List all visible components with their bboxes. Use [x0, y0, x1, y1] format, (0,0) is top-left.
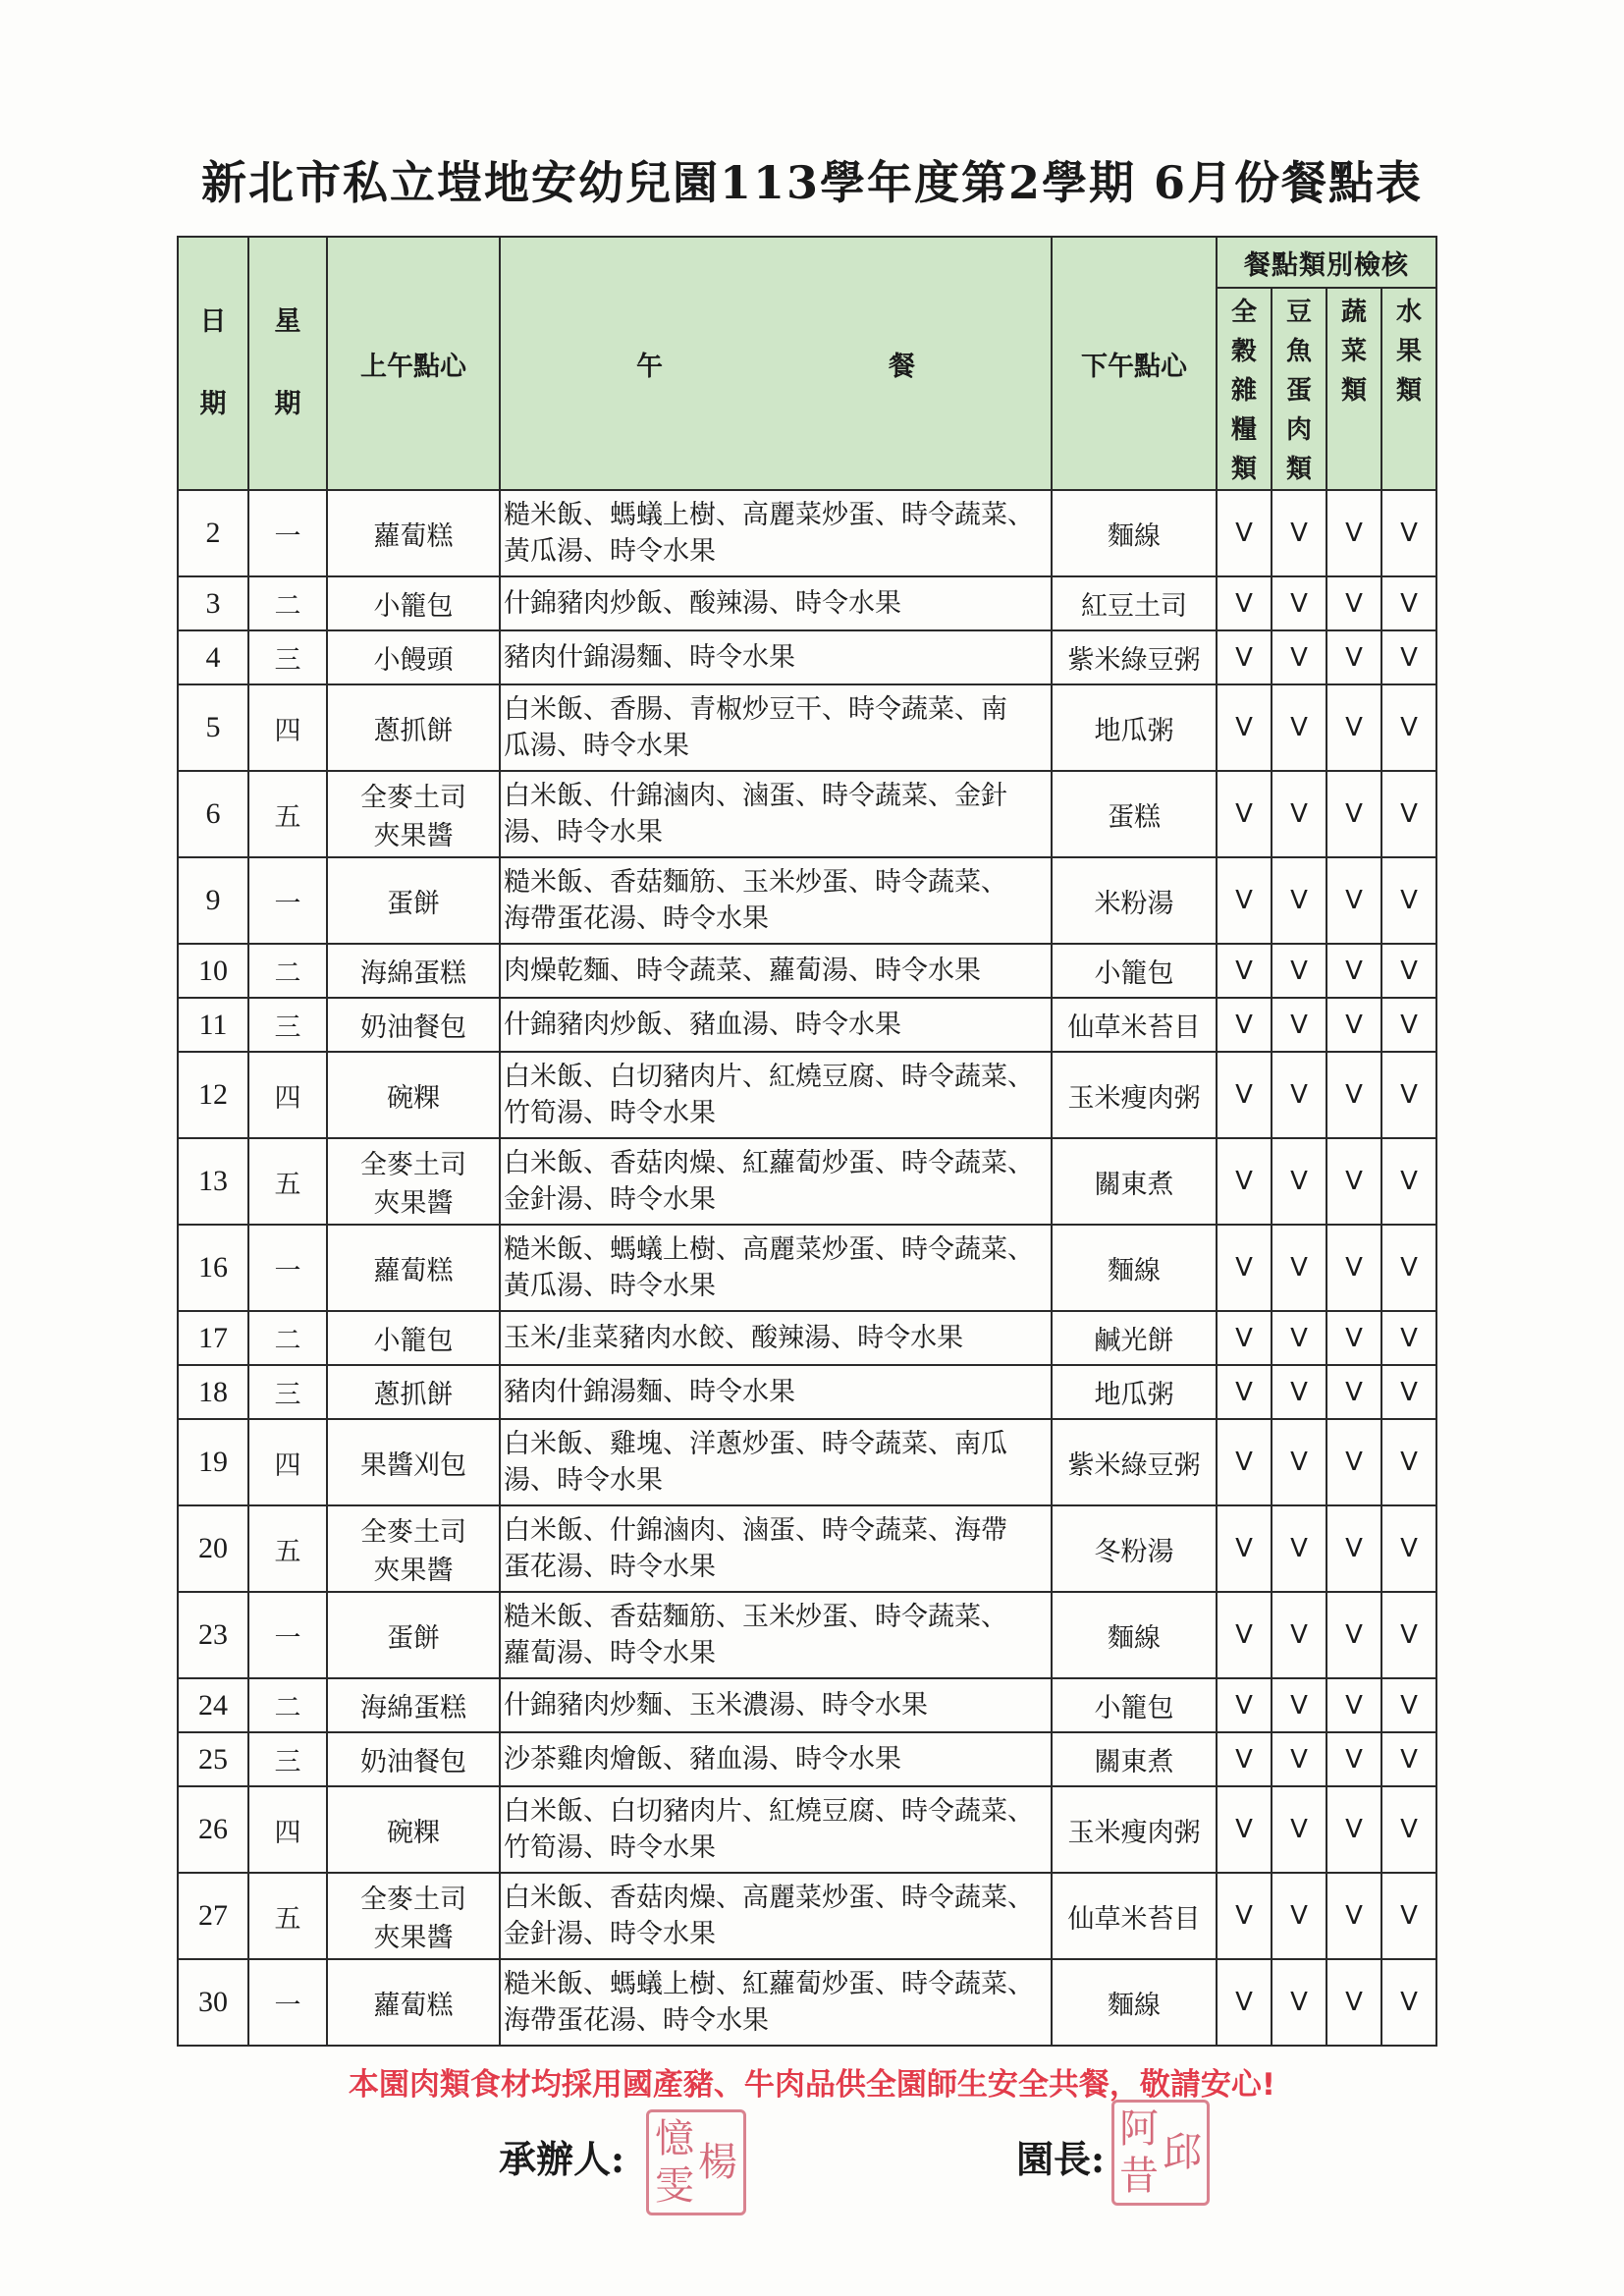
- check-fruit-mark: V: [1381, 1873, 1436, 1959]
- check-vegetables-mark: V: [1326, 1052, 1381, 1138]
- check-protein-mark: V: [1272, 1505, 1326, 1592]
- morning-snack-cell: [327, 1311, 500, 1365]
- afternoon-snack-cell: 玉米瘦肉粥: [1052, 1052, 1217, 1138]
- afternoon-snack-cell: 仙草米苔目: [1052, 998, 1217, 1052]
- afternoon-snack-cell: 紫米綠豆粥: [1052, 1419, 1217, 1505]
- lunch-line: 白米飯、香菇肉燥、紅蘿蔔炒蛋、時令蔬菜、: [504, 1148, 1034, 1178]
- lunch-line: 糙米飯、香菇麵筋、玉米炒蛋、時令蔬菜、: [504, 867, 1007, 898]
- day-cell: 3: [178, 576, 248, 630]
- morning-snack-line: 果醬刈包: [360, 1449, 466, 1481]
- afternoon-snack-cell: 地瓜粥: [1052, 684, 1217, 771]
- lunch-line: 湯、時令水果: [504, 817, 663, 847]
- table-row: [178, 1225, 1436, 1311]
- lunch-cell: [500, 1365, 1052, 1419]
- lunch-cell: [500, 576, 1052, 630]
- morning-snack-line: 全麥土司: [360, 1885, 466, 1915]
- table-row: [178, 630, 1436, 684]
- check-fruit-mark: V: [1381, 1959, 1436, 2046]
- lunch-line: 竹筍湯、時令水果: [504, 1832, 716, 1863]
- day-cell: 26: [178, 1786, 248, 1873]
- check-vegetables-mark: V: [1326, 1678, 1381, 1732]
- page-title: 新北市私立塏地安幼兒園113學年度第2學期 6月份餐點表: [200, 156, 1424, 209]
- check-grains-mark: V: [1217, 1138, 1272, 1225]
- afternoon-snack-cell: 蛋糕: [1052, 771, 1217, 857]
- morning-snack-line: 小籠包: [373, 591, 454, 622]
- lunch-cell: [500, 1052, 1052, 1138]
- table-row: [178, 998, 1436, 1052]
- check-grains-mark: V: [1217, 1419, 1272, 1505]
- check-fruit-mark: V: [1381, 857, 1436, 944]
- check-protein-mark: V: [1272, 944, 1326, 998]
- check-protein-mark: V: [1272, 1311, 1326, 1365]
- table-row: [178, 1505, 1436, 1592]
- table-row: [178, 1365, 1436, 1419]
- lunch-cell: [500, 1138, 1052, 1225]
- header-fruit: 水 果 類: [1381, 288, 1436, 490]
- lunch-line: 沙茶雞肉燴飯、豬血湯、時令水果: [504, 1744, 901, 1775]
- day-cell: 11: [178, 998, 248, 1052]
- table-row: [178, 857, 1436, 944]
- day-cell: 30: [178, 1959, 248, 2046]
- morning-snack-line: 全麥土司: [360, 1150, 466, 1180]
- check-vegetables-mark: V: [1326, 944, 1381, 998]
- check-vegetables-mark: V: [1326, 1225, 1381, 1311]
- morning-snack-line: 蔥抓餅: [373, 1380, 454, 1410]
- check-vegetables-mark: V: [1326, 1959, 1381, 2046]
- lunch-cell: [500, 1873, 1052, 1959]
- morning-snack-cell: [327, 1138, 500, 1225]
- header-check-group: 餐點類別檢核: [1217, 237, 1436, 288]
- weekday-cell: 一: [248, 857, 327, 944]
- weekday-cell: 二: [248, 944, 327, 998]
- morning-snack-line: 海綿蛋糕: [360, 958, 466, 989]
- check-fruit-mark: V: [1381, 944, 1436, 998]
- check-fruit-mark: V: [1381, 1052, 1436, 1138]
- check-grains-mark: V: [1217, 1225, 1272, 1311]
- morning-snack-line: 夾果醬: [373, 1556, 454, 1586]
- check-grains-mark: V: [1217, 1959, 1272, 2046]
- lunch-line: 什錦豬肉炒飯、酸辣湯、時令水果: [504, 588, 901, 619]
- check-vegetables-mark: V: [1326, 1786, 1381, 1873]
- check-protein-mark: V: [1272, 1592, 1326, 1678]
- lunch-line: 什錦豬肉炒麵、玉米濃湯、時令水果: [504, 1690, 928, 1721]
- afternoon-snack-cell: 小籠包: [1052, 1678, 1217, 1732]
- morning-snack-line: 夾果醬: [373, 1923, 454, 1953]
- lunch-cell: [500, 1678, 1052, 1732]
- morning-snack-cell: [327, 1052, 500, 1138]
- morning-snack-line: 小籠包: [373, 1326, 454, 1356]
- organizer-label: 承辦人:: [499, 2137, 625, 2181]
- check-vegetables-mark: V: [1326, 1311, 1381, 1365]
- morning-snack-line: 蘿蔔糕: [373, 1255, 454, 1286]
- weekday-cell: 三: [248, 1365, 327, 1419]
- afternoon-snack-cell: 關東煮: [1052, 1732, 1217, 1786]
- afternoon-snack-cell: 紅豆土司: [1052, 576, 1217, 630]
- check-grains-mark: V: [1217, 1592, 1272, 1678]
- check-vegetables-mark: V: [1326, 1873, 1381, 1959]
- table-row: [178, 1959, 1436, 2046]
- morning-snack-cell: [327, 1732, 500, 1786]
- weekday-cell: 四: [248, 1419, 327, 1505]
- day-cell: 23: [178, 1592, 248, 1678]
- morning-snack-cell: [327, 1959, 500, 2046]
- check-fruit-mark: V: [1381, 1419, 1436, 1505]
- check-vegetables-mark: V: [1326, 576, 1381, 630]
- lunch-line: 白米飯、白切豬肉片、紅燒豆腐、時令蔬菜、: [504, 1062, 1034, 1092]
- morning-snack-line: 全麥土司: [360, 1517, 466, 1548]
- meat-origin-notice: 本園肉類食材均採用國產豬、牛肉品供全園師生安全共餐，敬請安心!: [348, 2067, 1276, 2103]
- principal-label: 園長:: [1016, 2137, 1106, 2181]
- table-row: [178, 1311, 1436, 1365]
- morning-snack-line: 夾果醬: [373, 1188, 454, 1219]
- morning-snack-line: 奶油餐包: [360, 1012, 466, 1043]
- check-fruit-mark: V: [1381, 1365, 1436, 1419]
- lunch-cell: [500, 684, 1052, 771]
- lunch-line: 瓜湯、時令水果: [504, 731, 689, 761]
- lunch-line: 白米飯、香菇肉燥、高麗菜炒蛋、時令蔬菜、: [504, 1883, 1034, 1913]
- afternoon-snack-cell: 關東煮: [1052, 1138, 1217, 1225]
- check-vegetables-mark: V: [1326, 684, 1381, 771]
- check-fruit-mark: V: [1381, 771, 1436, 857]
- day-cell: 4: [178, 630, 248, 684]
- weekday-cell: 四: [248, 1786, 327, 1873]
- check-vegetables-mark: V: [1326, 1419, 1381, 1505]
- check-protein-mark: V: [1272, 1052, 1326, 1138]
- lunch-line: 白米飯、雞塊、洋蔥炒蛋、時令蔬菜、南瓜: [504, 1429, 1007, 1459]
- afternoon-snack-cell: 冬粉湯: [1052, 1505, 1217, 1592]
- weekday-cell: 三: [248, 1732, 327, 1786]
- check-protein-mark: V: [1272, 857, 1326, 944]
- check-grains-mark: V: [1217, 1052, 1272, 1138]
- weekday-cell: 一: [248, 490, 327, 576]
- day-cell: 17: [178, 1311, 248, 1365]
- check-fruit-mark: V: [1381, 576, 1436, 630]
- afternoon-snack-cell: 米粉湯: [1052, 857, 1217, 944]
- check-vegetables-mark: V: [1326, 1138, 1381, 1225]
- check-vegetables-mark: V: [1326, 1505, 1381, 1592]
- check-protein-mark: V: [1272, 1365, 1326, 1419]
- table-row: [178, 944, 1436, 998]
- header-morning-snack: 上午點心: [327, 237, 500, 490]
- check-fruit-mark: V: [1381, 1732, 1436, 1786]
- check-grains-mark: V: [1217, 1678, 1272, 1732]
- check-grains-mark: V: [1217, 1732, 1272, 1786]
- morning-snack-cell: [327, 1786, 500, 1873]
- weekday-cell: 四: [248, 684, 327, 771]
- table-row: [178, 1873, 1436, 1959]
- table-row: [178, 1786, 1436, 1873]
- morning-snack-cell: [327, 1505, 500, 1592]
- lunch-cell: [500, 1225, 1052, 1311]
- check-vegetables-mark: V: [1326, 490, 1381, 576]
- morning-snack-line: 蘿蔔糕: [373, 1990, 454, 2021]
- morning-snack-cell: [327, 1873, 500, 1959]
- check-grains-mark: V: [1217, 944, 1272, 998]
- morning-snack-line: 小饅頭: [373, 645, 454, 676]
- lunch-line: 海帶蛋花湯、時令水果: [504, 903, 769, 934]
- check-protein-mark: V: [1272, 684, 1326, 771]
- seal-text: 阿 昔: [1119, 2106, 1159, 2199]
- check-fruit-mark: V: [1381, 1138, 1436, 1225]
- day-cell: 13: [178, 1138, 248, 1225]
- day-cell: 5: [178, 684, 248, 771]
- check-protein-mark: V: [1272, 1732, 1326, 1786]
- table-row: [178, 1138, 1436, 1225]
- header-vegetables: 蔬 菜 類: [1326, 288, 1381, 490]
- check-protein-mark: V: [1272, 490, 1326, 576]
- check-vegetables-mark: V: [1326, 1732, 1381, 1786]
- check-grains-mark: V: [1217, 1873, 1272, 1959]
- lunch-line: 白米飯、什錦滷肉、滷蛋、時令蔬菜、金針: [504, 781, 1007, 811]
- check-fruit-mark: V: [1381, 1505, 1436, 1592]
- lunch-line: 白米飯、白切豬肉片、紅燒豆腐、時令蔬菜、: [504, 1796, 1034, 1827]
- lunch-cell: [500, 1419, 1052, 1505]
- lunch-cell: [500, 1311, 1052, 1365]
- day-cell: 10: [178, 944, 248, 998]
- lunch-line: 豬肉什錦湯麵、時令水果: [504, 642, 795, 673]
- lunch-line: 黃瓜湯、時令水果: [504, 536, 716, 567]
- day-cell: 27: [178, 1873, 248, 1959]
- seal-text: 憶 雯: [655, 2116, 694, 2209]
- check-fruit-mark: V: [1381, 1311, 1436, 1365]
- lunch-cell: [500, 944, 1052, 998]
- morning-snack-cell: [327, 1592, 500, 1678]
- check-protein-mark: V: [1272, 1419, 1326, 1505]
- morning-snack-cell: [327, 490, 500, 576]
- check-grains-mark: V: [1217, 576, 1272, 630]
- table-row: [178, 576, 1436, 630]
- morning-snack-line: 碗粿: [387, 1082, 440, 1114]
- morning-snack-cell: [327, 1678, 500, 1732]
- check-vegetables-mark: V: [1326, 998, 1381, 1052]
- seal-text: 楊: [698, 2140, 737, 2185]
- morning-snack-cell: [327, 630, 500, 684]
- day-cell: 18: [178, 1365, 248, 1419]
- lunch-line: 竹筍湯、時令水果: [504, 1098, 716, 1128]
- lunch-cell: [500, 998, 1052, 1052]
- weekday-cell: 二: [248, 1678, 327, 1732]
- check-grains-mark: V: [1217, 998, 1272, 1052]
- lunch-line: 什錦豬肉炒飯、豬血湯、時令水果: [504, 1010, 901, 1040]
- check-protein-mark: V: [1272, 1786, 1326, 1873]
- check-protein-mark: V: [1272, 576, 1326, 630]
- lunch-line: 白米飯、什錦滷肉、滷蛋、時令蔬菜、海帶: [504, 1515, 1007, 1546]
- check-fruit-mark: V: [1381, 490, 1436, 576]
- lunch-line: 湯、時令水果: [504, 1465, 663, 1496]
- lunch-cell: [500, 1786, 1052, 1873]
- principal-seal: [1111, 2100, 1210, 2206]
- check-fruit-mark: V: [1381, 998, 1436, 1052]
- lunch-cell: [500, 857, 1052, 944]
- check-grains-mark: V: [1217, 771, 1272, 857]
- check-grains-mark: V: [1217, 1311, 1272, 1365]
- morning-snack-cell: [327, 998, 500, 1052]
- day-cell: 24: [178, 1678, 248, 1732]
- check-vegetables-mark: V: [1326, 1365, 1381, 1419]
- check-protein-mark: V: [1272, 1678, 1326, 1732]
- check-fruit-mark: V: [1381, 684, 1436, 771]
- lunch-line: 糙米飯、螞蟻上樹、高麗菜炒蛋、時令蔬菜、: [504, 1234, 1034, 1265]
- morning-snack-cell: [327, 857, 500, 944]
- lunch-cell: [500, 630, 1052, 684]
- header-protein: 豆 魚 蛋 肉 類: [1272, 288, 1326, 490]
- lunch-line: 金針湯、時令水果: [504, 1184, 716, 1215]
- check-fruit-mark: V: [1381, 1678, 1436, 1732]
- day-cell: 25: [178, 1732, 248, 1786]
- check-protein-mark: V: [1272, 771, 1326, 857]
- afternoon-snack-cell: 麵線: [1052, 1592, 1217, 1678]
- table-row: [178, 1052, 1436, 1138]
- day-cell: 6: [178, 771, 248, 857]
- header-date: 日 期: [178, 237, 248, 490]
- meal-table: [177, 236, 1437, 2047]
- lunch-cell: [500, 490, 1052, 576]
- lunch-line: 金針湯、時令水果: [504, 1919, 716, 1949]
- check-protein-mark: V: [1272, 1959, 1326, 2046]
- afternoon-snack-cell: 紫米綠豆粥: [1052, 630, 1217, 684]
- check-grains-mark: V: [1217, 1505, 1272, 1592]
- morning-snack-line: 蘿蔔糕: [373, 520, 454, 552]
- check-grains-mark: V: [1217, 684, 1272, 771]
- check-protein-mark: V: [1272, 630, 1326, 684]
- check-fruit-mark: V: [1381, 1225, 1436, 1311]
- check-vegetables-mark: V: [1326, 857, 1381, 944]
- check-grains-mark: V: [1217, 630, 1272, 684]
- table-row: [178, 490, 1436, 576]
- morning-snack-line: 蛋餅: [387, 888, 440, 919]
- lunch-cell: [500, 1505, 1052, 1592]
- afternoon-snack-cell: 仙草米苔目: [1052, 1873, 1217, 1959]
- day-cell: 2: [178, 490, 248, 576]
- morning-snack-line: 奶油餐包: [360, 1747, 466, 1777]
- check-protein-mark: V: [1272, 998, 1326, 1052]
- check-fruit-mark: V: [1381, 1592, 1436, 1678]
- weekday-cell: 五: [248, 771, 327, 857]
- morning-snack-line: 夾果醬: [373, 821, 454, 851]
- morning-snack-cell: [327, 1365, 500, 1419]
- afternoon-snack-cell: 麵線: [1052, 1225, 1217, 1311]
- lunch-line: 糙米飯、香菇麵筋、玉米炒蛋、時令蔬菜、: [504, 1602, 1007, 1632]
- weekday-cell: 五: [248, 1873, 327, 1959]
- afternoon-snack-cell: 地瓜粥: [1052, 1365, 1217, 1419]
- weekday-cell: 一: [248, 1225, 327, 1311]
- check-vegetables-mark: V: [1326, 771, 1381, 857]
- lunch-line: 肉燥乾麵、時令蔬菜、蘿蔔湯、時令水果: [504, 956, 981, 986]
- check-grains-mark: V: [1217, 490, 1272, 576]
- seal-text: 邱: [1163, 2130, 1202, 2175]
- morning-snack-cell: [327, 944, 500, 998]
- lunch-line: 黃瓜湯、時令水果: [504, 1271, 716, 1301]
- afternoon-snack-cell: 小籠包: [1052, 944, 1217, 998]
- check-protein-mark: V: [1272, 1138, 1326, 1225]
- check-fruit-mark: V: [1381, 630, 1436, 684]
- day-cell: 20: [178, 1505, 248, 1592]
- lunch-cell: [500, 1959, 1052, 2046]
- check-protein-mark: V: [1272, 1225, 1326, 1311]
- table-row: [178, 771, 1436, 857]
- check-grains-mark: V: [1217, 1365, 1272, 1419]
- weekday-cell: 四: [248, 1052, 327, 1138]
- weekday-cell: 一: [248, 1959, 327, 2046]
- morning-snack-cell: [327, 684, 500, 771]
- morning-snack-line: 碗粿: [387, 1817, 440, 1848]
- table-row: [178, 684, 1436, 771]
- morning-snack-cell: [327, 771, 500, 857]
- check-vegetables-mark: V: [1326, 1592, 1381, 1678]
- lunch-line: 玉米/韭菜豬肉水餃、酸辣湯、時令水果: [504, 1323, 964, 1353]
- morning-snack-cell: [327, 1419, 500, 1505]
- table-row: [178, 1678, 1436, 1732]
- day-cell: 9: [178, 857, 248, 944]
- lunch-cell: [500, 1732, 1052, 1786]
- header-afternoon-snack: 下午點心: [1052, 237, 1217, 490]
- weekday-cell: 二: [248, 576, 327, 630]
- day-cell: 16: [178, 1225, 248, 1311]
- lunch-line: 糙米飯、螞蟻上樹、高麗菜炒蛋、時令蔬菜、: [504, 500, 1034, 530]
- lunch-line: 豬肉什錦湯麵、時令水果: [504, 1377, 795, 1407]
- lunch-line: 蛋花湯、時令水果: [504, 1552, 716, 1582]
- header-lunch: 午 餐: [500, 237, 1052, 490]
- header-grains: 全 穀 雜 糧 類: [1217, 288, 1272, 490]
- weekday-cell: 二: [248, 1311, 327, 1365]
- table-row: [178, 1419, 1436, 1505]
- check-fruit-mark: V: [1381, 1786, 1436, 1873]
- afternoon-snack-cell: 麵線: [1052, 1959, 1217, 2046]
- lunch-line: 蘿蔔湯、時令水果: [504, 1638, 716, 1668]
- morning-snack-line: 海綿蛋糕: [360, 1693, 466, 1723]
- day-cell: 19: [178, 1419, 248, 1505]
- lunch-cell: [500, 1592, 1052, 1678]
- weekday-cell: 五: [248, 1138, 327, 1225]
- table-row: [178, 1732, 1436, 1786]
- lunch-line: 糙米飯、螞蟻上樹、紅蘿蔔炒蛋、時令蔬菜、: [504, 1969, 1034, 1999]
- lunch-cell: [500, 771, 1052, 857]
- header-weekday: 星 期: [248, 237, 327, 490]
- afternoon-snack-cell: 玉米瘦肉粥: [1052, 1786, 1217, 1873]
- morning-snack-line: 蛋餅: [387, 1622, 440, 1654]
- weekday-cell: 三: [248, 630, 327, 684]
- day-cell: 12: [178, 1052, 248, 1138]
- lunch-line: 白米飯、香腸、青椒炒豆干、時令蔬菜、南: [504, 694, 1007, 725]
- weekday-cell: 三: [248, 998, 327, 1052]
- morning-snack-cell: [327, 1225, 500, 1311]
- organizer-seal: [646, 2109, 746, 2215]
- check-protein-mark: V: [1272, 1873, 1326, 1959]
- meal-rows: [178, 490, 1436, 2046]
- weekday-cell: 五: [248, 1505, 327, 1592]
- table-row: [178, 1592, 1436, 1678]
- afternoon-snack-cell: 麵線: [1052, 490, 1217, 576]
- check-grains-mark: V: [1217, 857, 1272, 944]
- check-vegetables-mark: V: [1326, 630, 1381, 684]
- afternoon-snack-cell: 鹹光餅: [1052, 1311, 1217, 1365]
- morning-snack-line: 蔥抓餅: [373, 715, 454, 746]
- lunch-line: 海帶蛋花湯、時令水果: [504, 2005, 769, 2036]
- morning-snack-line: 全麥土司: [360, 783, 466, 813]
- morning-snack-cell: [327, 576, 500, 630]
- check-grains-mark: V: [1217, 1786, 1272, 1873]
- weekday-cell: 一: [248, 1592, 327, 1678]
